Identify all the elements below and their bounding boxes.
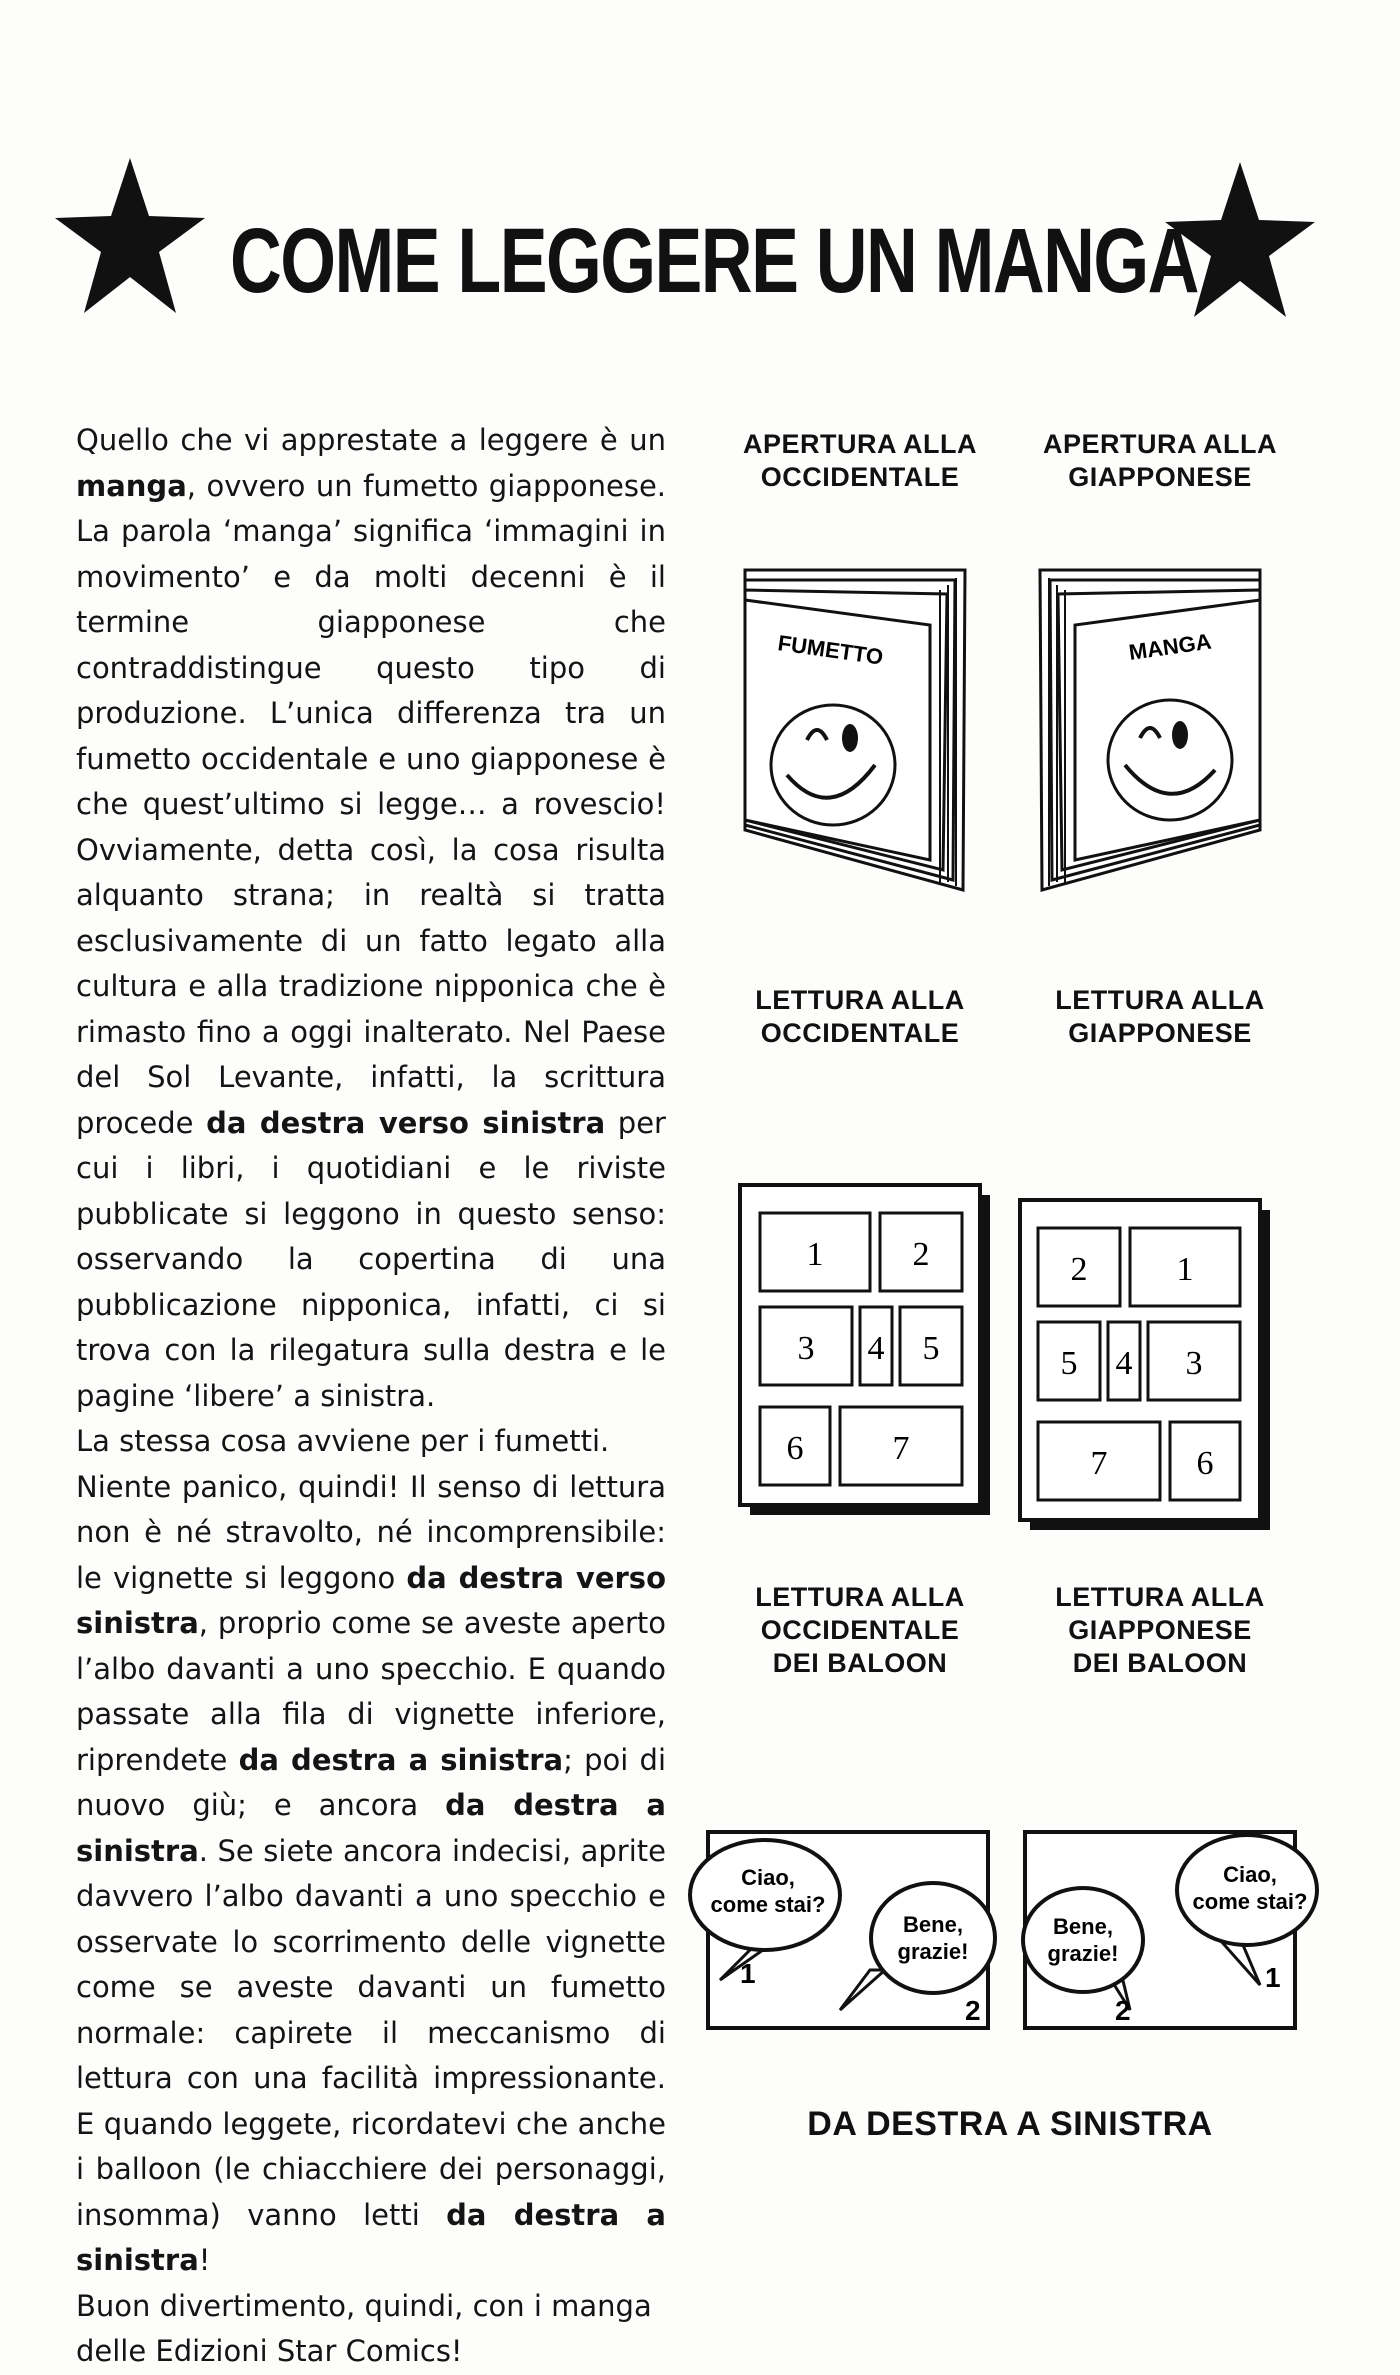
panel-number: 5 <box>922 1330 940 1367</box>
label-line: OCCIDENTALE <box>760 1018 960 1048</box>
label-line: LETTURA ALLA <box>755 1582 965 1612</box>
paragraph-comics: La stessa cosa avviene per i fumetti. <box>76 1424 610 1458</box>
panel-number: 2 <box>1070 1251 1088 1288</box>
text-span: , proprio come se aveste aperto l’albo davanti a uno specchio. E quando passate alla fila di vignette inferiore, riprendete <box>76 1606 666 1777</box>
label-line: OCCIDENTALE <box>760 1615 960 1645</box>
label-line: GIAPPONESE <box>1068 462 1252 492</box>
book-jp-illustration <box>1030 560 1270 910</box>
text-span: , ovvero un fumetto giapponese. La parola ‘manga’ significa ‘immagini in movimento’ e da molti decenni è il termine giapponese che contraddistingue questo tipo di produzione. L’unica differenza tra un fumetto occidentale e uno giapponese è che quest’ultimo si legge… a rovescio! Ovviamente, detta così, la cosa risulta alquanto strana; in realtà si tratta esclusivamente di un fatto legato alla cultura e alla tradizione nipponica che è rimasto fino a oggi inalterato. Nel Paese del Sol Levante, infatti, la scrittura procede <box>76 468 666 1140</box>
panel-number: 2 <box>912 1236 930 1273</box>
text-span: Niente panico, quindi! Il senso di lettura non è né stravolto, né incomprensibile: le vignette si leggono <box>76 1469 666 1595</box>
bubble-text: Bene, <box>903 1912 963 1937</box>
panel-number: 6 <box>1196 1445 1214 1482</box>
bubble-text: come stai? <box>1192 1889 1308 1914</box>
label-line: GIAPPONESE <box>1068 1615 1252 1645</box>
label-balloon-west <box>710 1581 1010 1680</box>
panel-number: 1 <box>740 1958 756 1989</box>
bubble-text: come stai? <box>710 1892 826 1917</box>
paragraph-closing: Buon divertimento, quindi, con i manga delle Edizioni Star Comics! <box>76 2288 652 2368</box>
text-span: per cui i libri, i quotidiani e le riviste pubblicate si leggono in questo senso: osservando la copertina di una pubblicazione nipponica, infatti, ci si trova con la rilegatura sulla destra e le pagine ‘libere’ a sinistra. <box>76 1105 666 1413</box>
label-opening-jp <box>1010 428 1310 494</box>
panel-number: 3 <box>1185 1345 1203 1382</box>
label-line: APERTURA ALLA <box>743 429 977 459</box>
panel-layout-jp <box>1020 1200 1280 1540</box>
label-line: DEI BALOON <box>772 1648 948 1678</box>
label-line: LETTURA ALLA <box>1055 985 1265 1015</box>
label-line: DEI BALOON <box>1072 1648 1248 1678</box>
paragraph-reading <box>76 1465 666 2284</box>
label-line: APERTURA ALLA <box>1043 429 1277 459</box>
footer-label: DA DESTRA A SINISTRA <box>807 2105 1213 2143</box>
bubble-text: grazie! <box>897 1939 969 1964</box>
bold-span: da destra a sinistra <box>238 1742 564 1777</box>
panel-number: 7 <box>892 1430 910 1467</box>
label-opening-west <box>710 428 1010 494</box>
bold-span: da destra a sinistra <box>76 1788 666 1868</box>
label-balloon-jp <box>1010 1581 1310 1680</box>
text-span: Quello che vi apprestate a leggere è un <box>76 423 666 457</box>
panel-number: 6 <box>786 1430 804 1467</box>
panel-number: 4 <box>1115 1345 1133 1382</box>
book-jp-title: MANGA <box>1127 628 1213 665</box>
bubble-text: Ciao, <box>741 1865 795 1890</box>
panel-number: 1 <box>1176 1251 1194 1288</box>
page-title: COME LEGGERE UN MANGA <box>230 210 1198 312</box>
book-west-title: FUMETTO <box>776 630 885 670</box>
paragraph-intro <box>76 418 666 1419</box>
text-span: . Se siete ancora indecisi, aprite davvero l’albo davanti a uno specchio e osservate lo scorrimento delle vignette come se aveste davanti un fumetto normale: capirete il meccanismo di lettura con una facilità impressionante. E quando leggete, ricordatevi che anche i balloon (le chiacchiere dei personaggi, insomma) vanno letti <box>76 1833 666 2232</box>
header <box>0 150 1400 350</box>
label-reading-jp <box>1010 984 1310 1050</box>
balloon-panel-west <box>690 1820 1000 2040</box>
label-line: LETTURA ALLA <box>755 985 965 1015</box>
panel-number: 7 <box>1090 1445 1108 1482</box>
text-span: ; poi di nuovo giù; e ancora <box>76 1742 667 1822</box>
bold-span: da destra a sinistra <box>76 2197 666 2277</box>
star-icon-left <box>55 158 205 318</box>
panel-number: 2 <box>1115 1995 1131 2026</box>
panel-number: 5 <box>1060 1345 1078 1382</box>
balloon-panel-jp <box>1015 1820 1325 2040</box>
bubble-text: Bene, <box>1053 1914 1113 1939</box>
text-span: ! <box>198 2243 211 2277</box>
panel-number: 1 <box>1265 1962 1281 1993</box>
star-icon-right <box>1165 162 1315 322</box>
panel-layout-west <box>740 1185 1000 1525</box>
panel-number: 4 <box>867 1330 885 1367</box>
label-reading-west <box>710 984 1010 1050</box>
bold-span: da destra verso sinistra <box>206 1105 606 1140</box>
panel-number: 1 <box>806 1236 824 1273</box>
bubble-text: grazie! <box>1047 1941 1119 1966</box>
book-west-illustration <box>735 560 975 910</box>
panel-number: 3 <box>797 1330 815 1367</box>
bold-span: manga <box>76 468 187 503</box>
bold-span: da destra verso sinistra <box>76 1560 666 1640</box>
article-body <box>76 418 666 2375</box>
panel-number: 2 <box>965 1995 981 2026</box>
label-line: LETTURA ALLA <box>1055 1582 1265 1612</box>
label-line: OCCIDENTALE <box>760 462 960 492</box>
label-line: GIAPPONESE <box>1068 1018 1252 1048</box>
bubble-text: Ciao, <box>1223 1862 1277 1887</box>
